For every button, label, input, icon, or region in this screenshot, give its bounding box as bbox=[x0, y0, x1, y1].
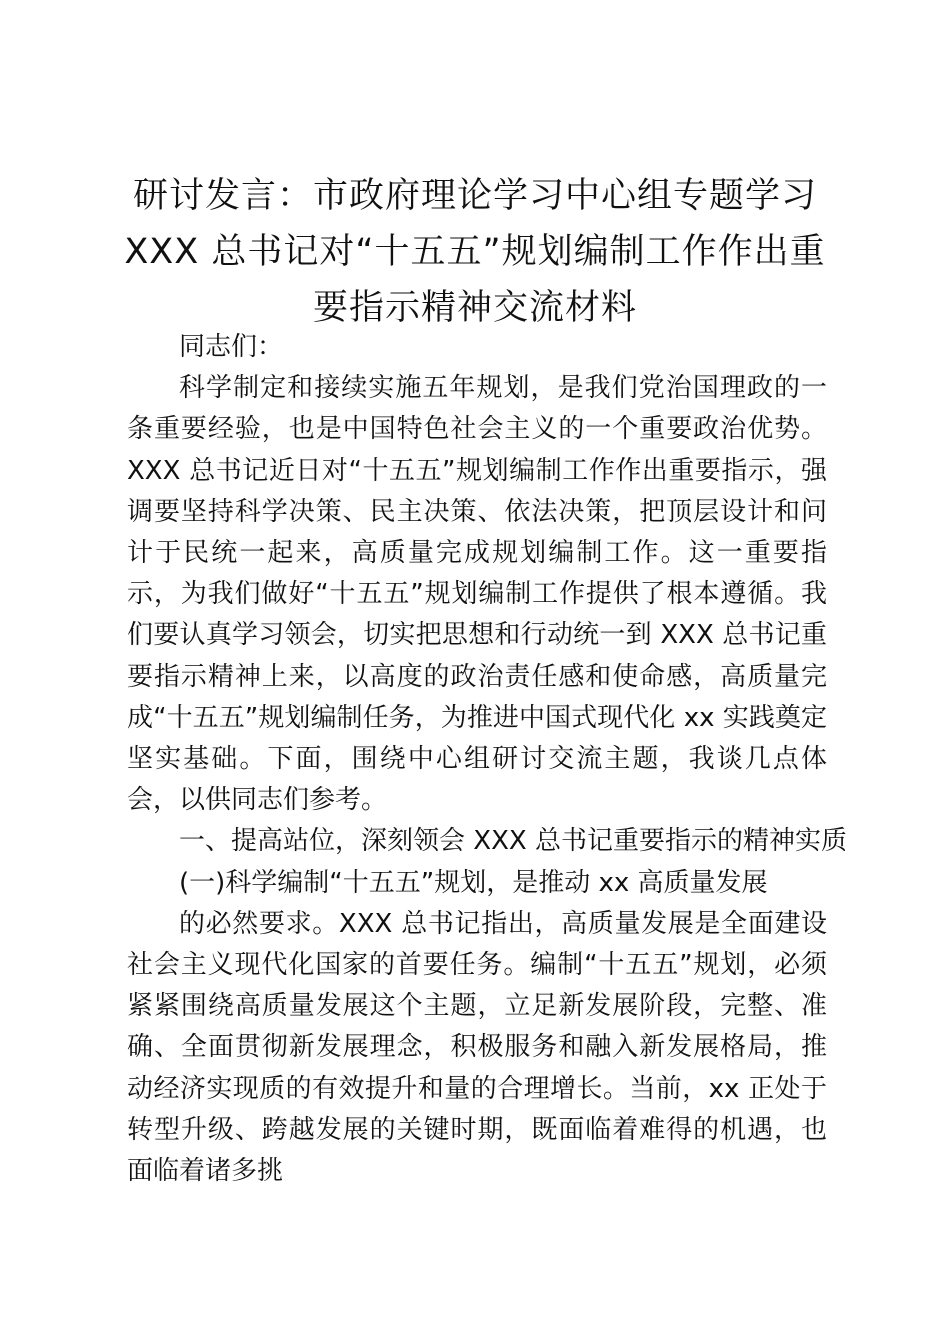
document-title bbox=[120, 168, 830, 336]
subheading: (一)科学编制“十五五”规划，是推动 xx 高质量发展 bbox=[179, 867, 768, 898]
title-line-1: 研讨发言：市政府理论学习中心组专题学习 bbox=[132, 176, 817, 216]
title-line-2: XXX 总书记对“十五五”规划编制工作作出重 bbox=[124, 232, 826, 272]
document-body bbox=[127, 327, 847, 1192]
title-line-3: 要指示精神交流材料 bbox=[312, 288, 637, 328]
section-heading: 一、提高站位，深刻领会 XXX 总书记重要指示的精神实质 bbox=[179, 826, 847, 857]
salutation: 同志们： bbox=[179, 332, 284, 362]
paragraph-intro: 科学制定和接续实施五年规划，是我们党治国理政的一条重要经验，也是中国特色社会主义的一个重要政治优势。XXX 总书记近日对“十五五”规划编制工作作出重要指示，强调要坚持科学决策、民主决策、依法决策，把顶层设计和问计于民统一起来，高质量完成规划编制工作。这一重要指示，为我们做好“十五五”规划编制工作提供了根本遵循。我们要认真学习领会，切实把思想和行动统一到 XXX 总书记重要指示精神上来，以高度的政治责任感和使命感，高质量完成“十五五”规划编制任务，为推进中国式现代化 xx 实践奠定坚实基础。下面，围绕中心组研讨交流主题，我谈几点体会，以供同志们参考。 bbox=[127, 373, 827, 816]
paragraph-body: 的必然要求。XXX 总书记指出，高质量发展是全面建设社会主义现代化国家的首要任务。编制“十五五”规划，必须紧紧围绕高质量发展这个主题，立足新发展阶段，完整、准确、全面贯彻新发展理念，积极服务和融入新发展格局，推动经济实现质的有效提升和量的合理增长。当前，xx 正处于转型升级、跨越发展的关键时期，既面临着难得的机遇，也面临着诸多挑 bbox=[127, 908, 827, 1187]
